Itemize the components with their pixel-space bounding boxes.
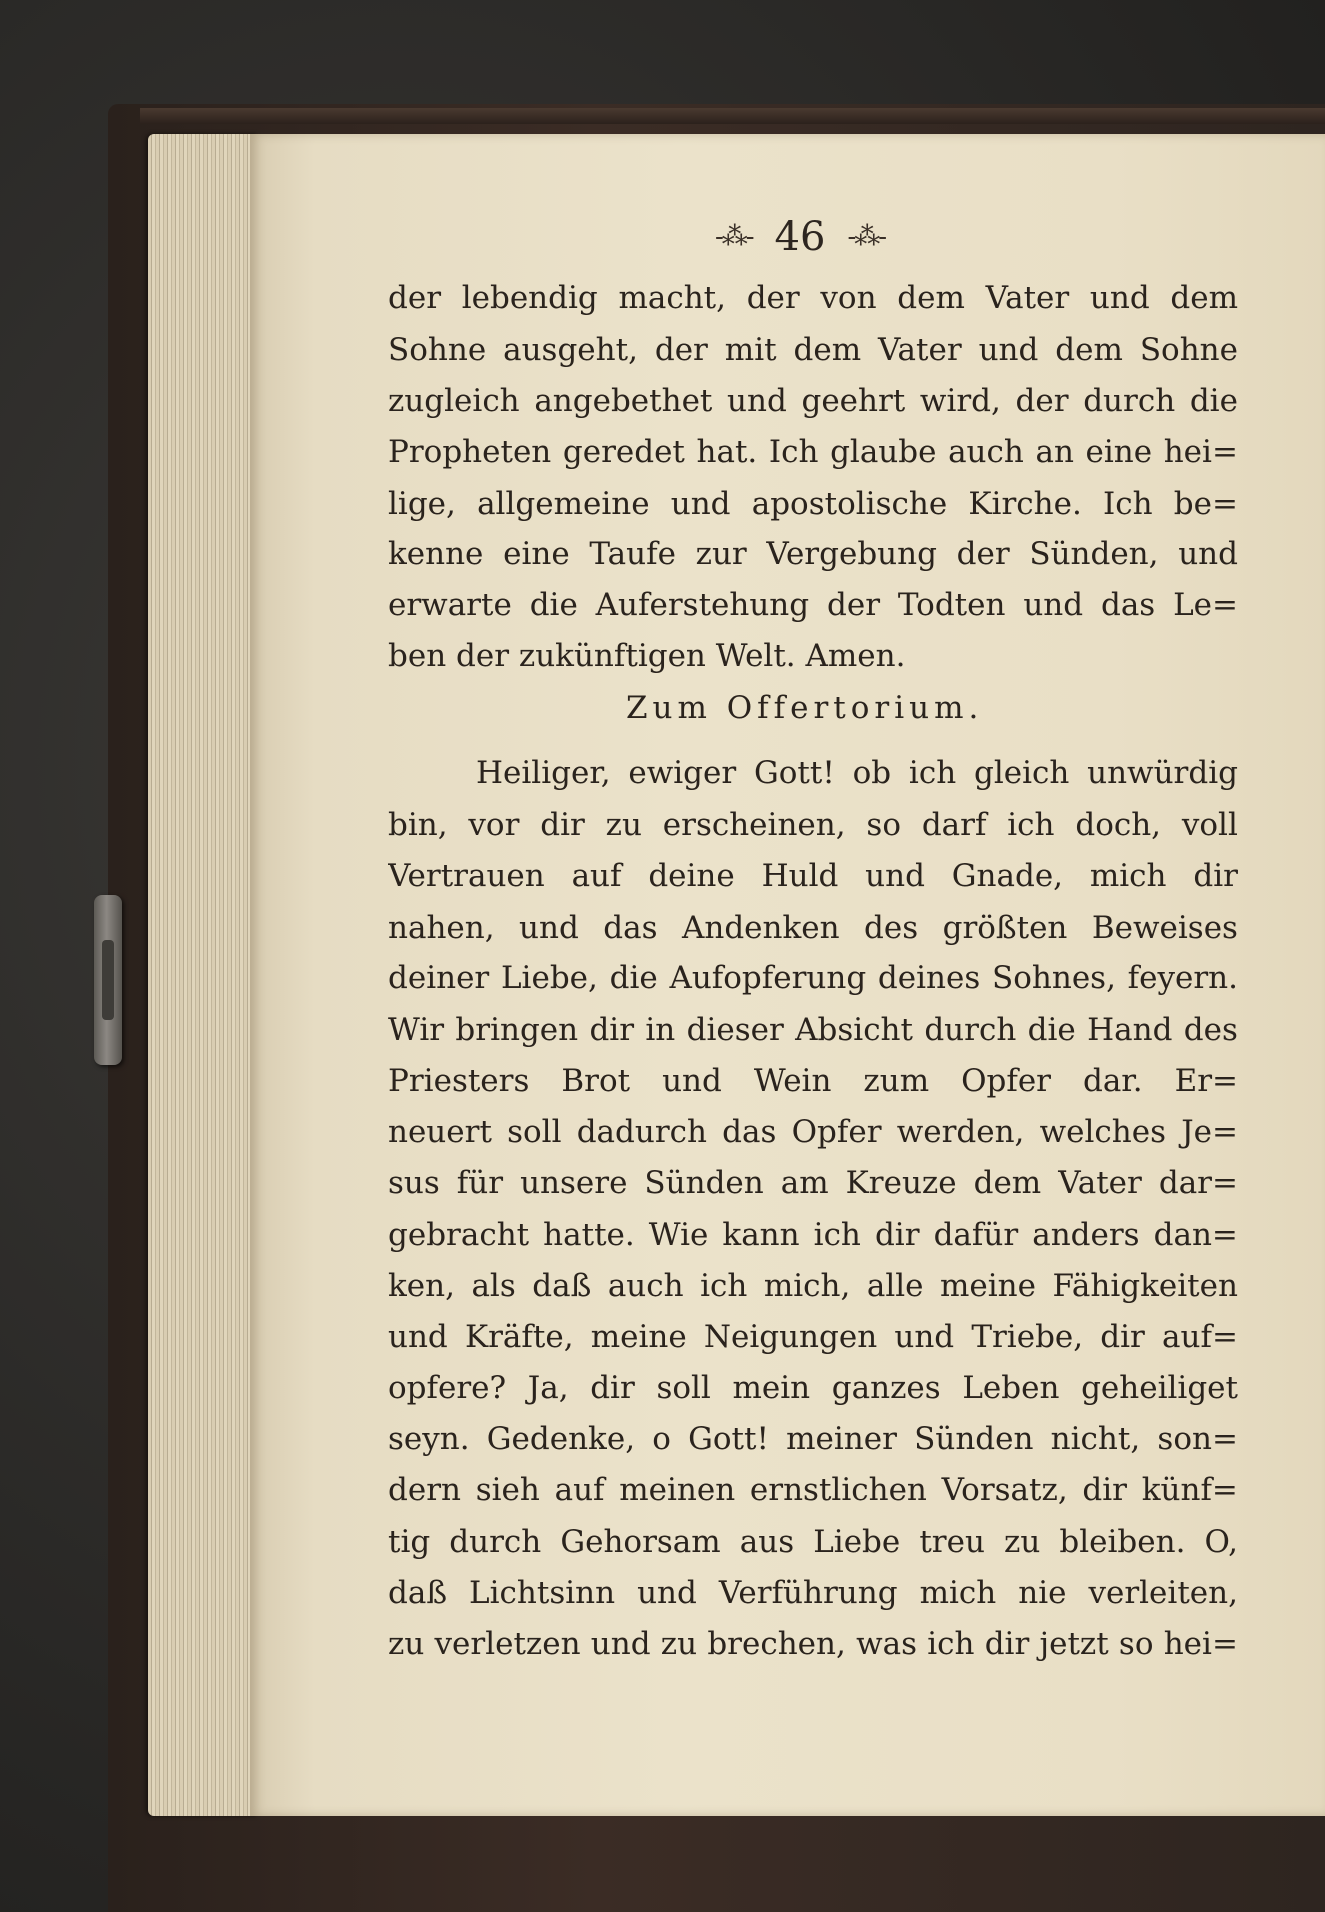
text-line: Heiliger, ewiger Gott! ob ich gleich unwürdig (476, 755, 1238, 791)
text-line: Sohne ausgeht, der mit dem Vater und dem Sohne (388, 332, 1238, 368)
text-line: Vertrauen auf deine Huld und Gnade, mich dir (388, 858, 1238, 894)
text-line: seyn. Gedenke, o Gott! meiner Sünden nicht, son= (388, 1421, 1238, 1457)
text-line: lige, allgemeine und apostolische Kirche. Ich be= (388, 486, 1238, 522)
ornament-left-icon: -⁂- (714, 222, 753, 252)
text-line: deiner Liebe, die Aufopferung deines Sohnes, feyern. (388, 960, 1238, 996)
text-line: zugleich angebethet und geehrt wird, der durch die (388, 383, 1238, 419)
ornament-right-icon: -⁂- (847, 222, 886, 252)
text-line: der lebendig macht, der von dem Vater und dem (388, 280, 1238, 316)
text-line: dern sieh auf meinen ernstlichen Vorsatz, dir künf= (388, 1472, 1238, 1508)
text-line: opfere? Ja, dir soll mein ganzes Leben geheiliget (388, 1370, 1238, 1406)
text-line: Wir bringen dir in dieser Absicht durch die Hand des (388, 1012, 1238, 1048)
text-line: gebracht hatte. Wie kann ich dir dafür anders dan= (388, 1217, 1238, 1253)
clasp-pin (102, 940, 114, 1020)
cover-top-edge (140, 108, 1325, 124)
page-number: 46 (774, 214, 826, 260)
text-line: neuert soll dadurch das Opfer werden, welches Je= (388, 1114, 1238, 1150)
text-line: kenne eine Taufe zur Vergebung der Sünden, und (388, 536, 1238, 572)
text-line: und Kräfte, meine Neigungen und Triebe, dir auf= (388, 1319, 1238, 1355)
text-line: bin, vor dir zu erscheinen, so darf ich doch, voll (388, 807, 1238, 843)
text-line: sus für unsere Sünden am Kreuze dem Vater dar= (388, 1165, 1238, 1201)
section-heading: Zum Offertorium. (626, 690, 984, 726)
text-line: nahen, und das Andenken des größten Beweises (388, 910, 1238, 946)
text-line: erwarte die Auferstehung der Todten und das Le= (388, 587, 1238, 623)
text-line: daß Lichtsinn und Verführung mich nie verleiten, (388, 1575, 1238, 1611)
page-header (640, 212, 960, 262)
page-stack-edge (148, 134, 258, 1816)
text-line: Propheten geredet hat. Ich glaube auch an eine hei= (388, 434, 1238, 470)
text-line: zu verletzen und zu brechen, was ich dir jetzt so hei= (388, 1626, 1238, 1662)
text-line: tig durch Gehorsam aus Liebe treu zu bleiben. O, (388, 1524, 1238, 1560)
text-line: ben der zukünftigen Welt. Amen. (388, 638, 906, 674)
text-line: ken, als daß auch ich mich, alle meine Fähigkeiten (388, 1268, 1238, 1304)
text-line: Priesters Brot und Wein zum Opfer dar. Er= (388, 1063, 1238, 1099)
